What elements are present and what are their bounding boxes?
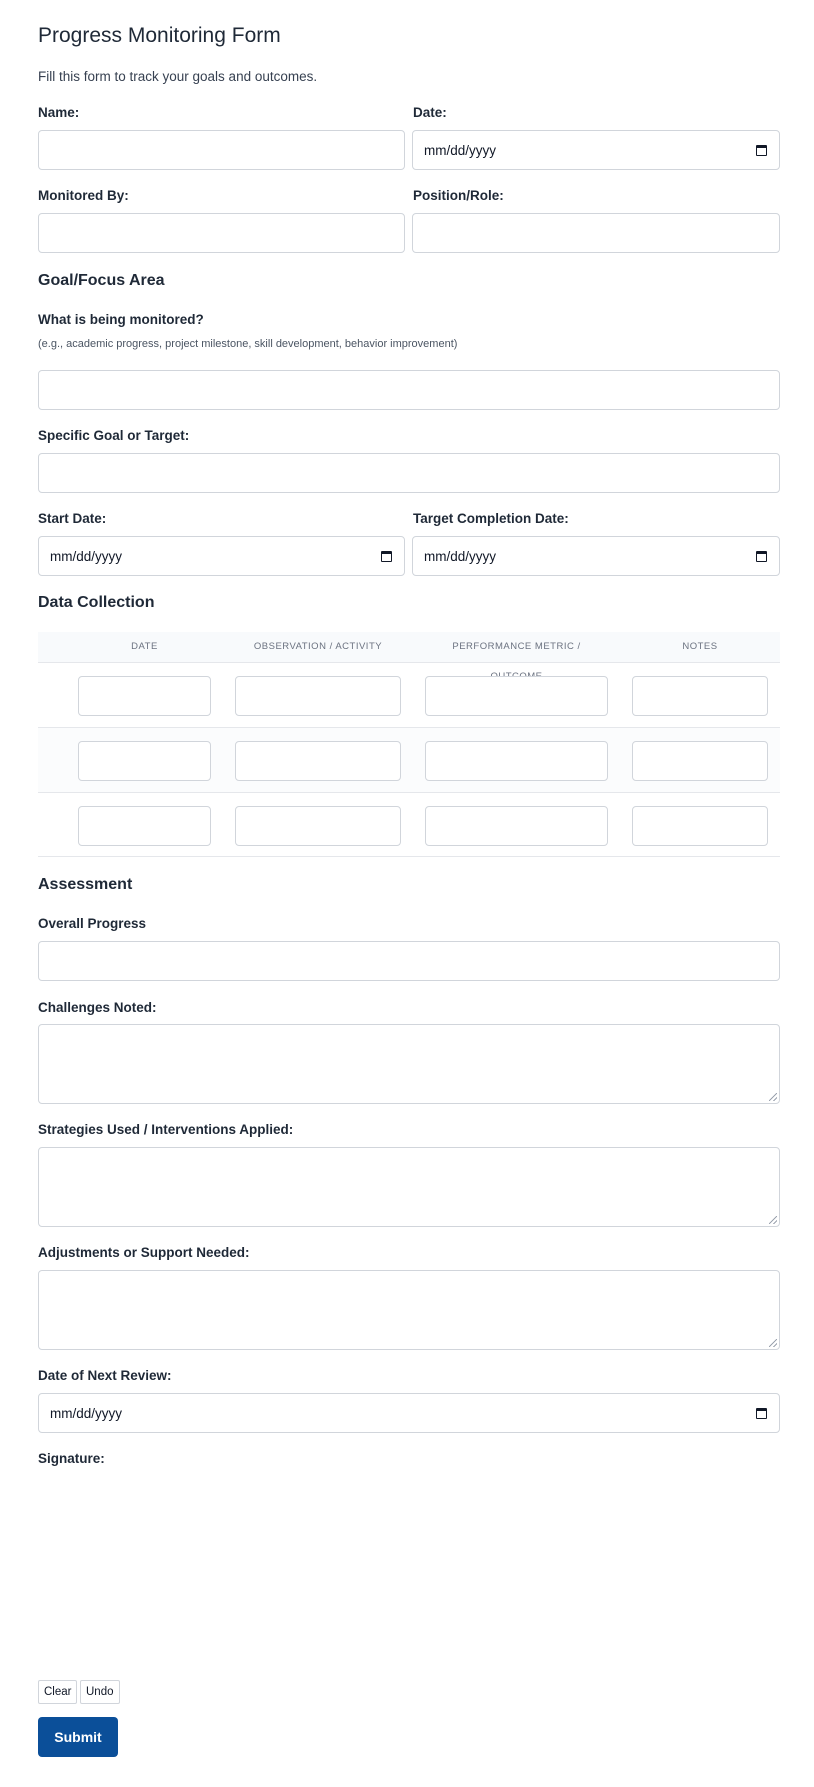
signature-pad[interactable] xyxy=(38,1475,780,1675)
specific-goal-label: Specific Goal or Target: xyxy=(38,428,190,443)
target-date-placeholder: mm/dd/yyyy xyxy=(424,548,497,564)
what-monitored-label: What is being monitored? xyxy=(38,312,204,327)
next-review-label: Date of Next Review: xyxy=(38,1368,172,1383)
assessment-heading: Assessment xyxy=(38,876,133,893)
position-input[interactable] xyxy=(412,213,780,253)
table-row-divider xyxy=(38,856,780,857)
date-input[interactable] xyxy=(412,130,780,170)
challenges-label: Challenges Noted: xyxy=(38,1000,157,1015)
calendar-icon[interactable] xyxy=(756,551,767,562)
start-date-placeholder: mm/dd/yyyy xyxy=(50,548,123,564)
row-2-metric-input[interactable] xyxy=(425,741,608,781)
signature-undo-button[interactable]: Undo xyxy=(80,1680,120,1704)
start-date-input[interactable] xyxy=(38,536,405,576)
next-review-input[interactable] xyxy=(38,1393,780,1433)
resize-handle-icon[interactable] xyxy=(769,1093,777,1101)
calendar-icon[interactable] xyxy=(756,1408,767,1419)
date-label: Date: xyxy=(413,105,447,120)
form-subtitle: Fill this form to track your goals and outcomes. xyxy=(38,69,318,84)
row-3-metric-input[interactable] xyxy=(425,806,608,846)
overall-progress-label: Overall Progress xyxy=(38,916,147,931)
adjustments-label: Adjustments or Support Needed: xyxy=(38,1245,250,1260)
start-date-label: Start Date: xyxy=(38,511,107,526)
strategies-textarea[interactable] xyxy=(38,1147,780,1227)
column-header-observation: OBSERVATION / ACTIVITY xyxy=(253,641,383,652)
row-1-metric-input[interactable] xyxy=(425,676,608,716)
row-2-notes-input[interactable] xyxy=(632,741,768,781)
calendar-icon[interactable] xyxy=(756,145,767,156)
overall-progress-input[interactable] xyxy=(38,941,780,981)
table-row-divider xyxy=(38,792,780,793)
row-2-date-input[interactable] xyxy=(78,741,211,781)
target-date-label: Target Completion Date: xyxy=(413,511,569,526)
goal-section-heading: Goal/Focus Area xyxy=(38,272,165,289)
strategies-label: Strategies Used / Interventions Applied: xyxy=(38,1122,294,1137)
row-2-observation-input[interactable] xyxy=(235,741,401,781)
column-header-metric: PERFORMANCE METRIC / xyxy=(452,641,581,652)
data-table-header xyxy=(38,632,780,663)
date-placeholder: mm/dd/yyyy xyxy=(424,142,497,158)
submit-button[interactable]: Submit xyxy=(38,1717,118,1757)
resize-handle-icon[interactable] xyxy=(769,1216,777,1224)
row-3-date-input[interactable] xyxy=(78,806,211,846)
position-label: Position/Role: xyxy=(413,188,504,203)
target-date-input[interactable] xyxy=(412,536,780,576)
adjustments-textarea[interactable] xyxy=(38,1270,780,1350)
signature-clear-button[interactable]: Clear xyxy=(38,1680,77,1704)
column-header-notes: NOTES xyxy=(682,641,718,652)
specific-goal-input[interactable] xyxy=(38,453,780,493)
row-1-date-input[interactable] xyxy=(78,676,211,716)
form-title: Progress Monitoring Form xyxy=(38,24,281,47)
row-3-observation-input[interactable] xyxy=(235,806,401,846)
data-collection-heading: Data Collection xyxy=(38,594,155,611)
calendar-icon[interactable] xyxy=(381,551,392,562)
row-3-notes-input[interactable] xyxy=(632,806,768,846)
what-monitored-hint: (e.g., academic progress, project milestone, skill development, behavior improvement) xyxy=(38,338,458,350)
column-header-date: DATE xyxy=(131,641,158,652)
signature-label: Signature: xyxy=(38,1451,105,1466)
next-review-placeholder: mm/dd/yyyy xyxy=(50,1405,123,1421)
monitored-by-input[interactable] xyxy=(38,213,405,253)
challenges-textarea[interactable] xyxy=(38,1024,780,1104)
row-1-observation-input[interactable] xyxy=(235,676,401,716)
name-label: Name: xyxy=(38,105,80,120)
name-input[interactable] xyxy=(38,130,405,170)
resize-handle-icon[interactable] xyxy=(769,1339,777,1347)
what-monitored-input[interactable] xyxy=(38,370,780,410)
monitored-by-label: Monitored By: xyxy=(38,188,129,203)
row-1-notes-input[interactable] xyxy=(632,676,768,716)
